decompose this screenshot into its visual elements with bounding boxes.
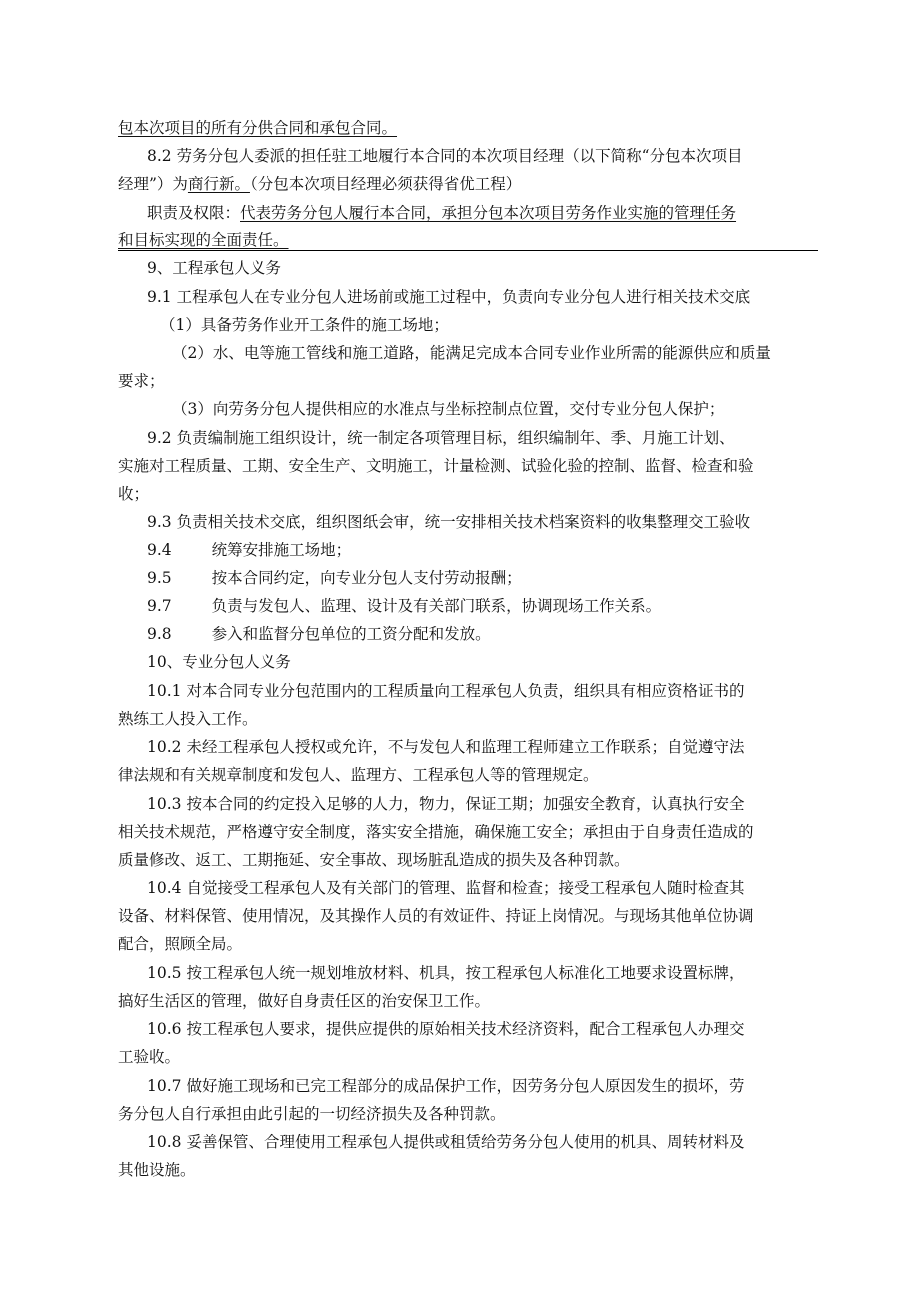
clause-9-4-text: 统筹安排施工场地； bbox=[211, 541, 352, 559]
clause-9-1-item1: （1）具备劳务作业开工条件的施工场地； bbox=[160, 316, 449, 334]
section8-line1: 包本次项目的所有分供合同和承包合同。 bbox=[118, 119, 398, 137]
clause-9-8-text: 参入和监督分包单位的工资分配和发放。 bbox=[211, 625, 491, 643]
clause-10-4-cont2: 配合，照顾全局。 bbox=[118, 935, 243, 953]
clause-9-7 bbox=[147, 596, 847, 616]
clause-10-8-cont: 其他设施。 bbox=[118, 1161, 196, 1179]
clause-10-2: 10.2 未经工程承包人授权或允许，不与发包人和监理工程师建立工作联系；自觉遵守法 bbox=[147, 738, 745, 756]
section10-title: 10、专业分包人义务 bbox=[147, 653, 291, 671]
section9-title: 9、工程承包人义务 bbox=[147, 259, 281, 277]
clause-10-3-cont1: 相关技术规范，严格遵守安全制度，落实安全措施，确保施工安全；承担由于自身责任造成的 bbox=[118, 823, 754, 841]
clause-10-7-cont: 务分包人自行承担由此引起的一切经济损失及各种罚款。 bbox=[118, 1105, 506, 1123]
clause-10-2-cont: 律法规和有关规章制度和发包人、监理方、工程承包人等的管理规定。 bbox=[118, 766, 599, 784]
clause-10-4: 10.4 自觉接受工程承包人及有关部门的管理、监督和检查；接受工程承包人随时检查其 bbox=[147, 879, 745, 897]
clause-9-5 bbox=[147, 568, 847, 588]
clause-9-2-cont1: 实施对工程质量、工期、安全生产、文明施工，计量检测、试验化验的控制、监督、检查和验 bbox=[118, 457, 754, 475]
clause-10-6-cont: 工验收。 bbox=[118, 1048, 181, 1066]
duties-label: 职责及权限： bbox=[147, 204, 241, 222]
duties-text: 代表劳务分包人履行本合同，承担分包本次项目劳务作业实施的管理任务 bbox=[240, 204, 737, 222]
clause-9-1-item2: （2）水、电等施工管线和施工道路，能满足完成本合同专业作业所需的能源供应和质量 bbox=[172, 344, 771, 362]
pm-note: （分包本次项目经理必须获得省优工程） bbox=[249, 175, 522, 193]
clause-10-6: 10.6 按工程承包人要求，提供应提供的原始相关技术经济资料，配合工程承包人办理交 bbox=[147, 1020, 745, 1038]
clause-9-7-number: 9.7 bbox=[147, 597, 172, 615]
clause-9-3: 9.3 负责相关技术交底，组织图纸会审，统一安排相关技术档案资料的收集整理交工验收 bbox=[147, 513, 751, 531]
clause-9-8 bbox=[147, 624, 847, 644]
pm-text: 经理”）为 bbox=[118, 175, 188, 193]
clause-10-5: 10.5 按工程承包人统一规划堆放材料、机具，按工程承包人标准化工地要求设置标牌， bbox=[147, 964, 745, 982]
clause-9-2-cont2: 收； bbox=[118, 485, 150, 503]
clause-9-1-item3: （3）向劳务分包人提供相应的水准点与坐标控制点位置，交付专业分包人保护； bbox=[172, 400, 725, 418]
clause-10-5-cont: 搞好生活区的管理，做好自身责任区的治安保卫工作。 bbox=[118, 992, 491, 1010]
clause-10-1-cont: 熟练工人投入工作。 bbox=[118, 710, 258, 728]
clause-9-8-number: 9.8 bbox=[147, 625, 172, 643]
clause-9-2: 9.2 负责编制施工组织设计，统一制定各项管理目标，组织编制年、季、月施工计划、 bbox=[147, 429, 735, 447]
clause-10-4-cont1: 设备、材料保管、使用情况，及其操作人员的有效证件、持证上岗情况。与现场其他单位协调 bbox=[118, 907, 754, 925]
clause-9-5-number: 9.5 bbox=[147, 569, 172, 587]
pm-name: 商行新。 bbox=[187, 175, 250, 193]
duties-line-cont: 和目标实现的全面责任。 bbox=[118, 231, 289, 249]
clause-9-4 bbox=[147, 540, 847, 560]
clause-9-5-text: 按本合同约定，向专业分包人支付劳动报酬； bbox=[211, 569, 522, 587]
clause-10-8: 10.8 妥善保管、合理使用工程承包人提供或租赁给劳务分包人使用的机具、周转材料及 bbox=[147, 1133, 745, 1151]
divider-line bbox=[118, 250, 818, 251]
clause-10-7: 10.7 做好施工现场和已完工程部分的成品保护工作，因劳务分包人原因发生的损坏，劳 bbox=[147, 1077, 745, 1095]
duties-line bbox=[147, 203, 847, 223]
clause-9-1: 9.1 工程承包人在专业分包人进场前或施工过程中，负责向专业分包人进行相关技术交底 bbox=[147, 288, 751, 306]
clause-9-4-number: 9.4 bbox=[147, 541, 172, 559]
clause-8-2-cont bbox=[118, 174, 818, 194]
clause-10-3-cont2: 质量修改、返工、工期拖延、安全事故、现场脏乱造成的损失及各种罚款。 bbox=[118, 851, 630, 869]
clause-10-1: 10.1 对本合同专业分包范围内的工程质量向工程承包人负责，组织具有相应资格证书的 bbox=[147, 682, 745, 700]
clause-10-3: 10.3 按本合同的约定投入足够的人力，物力，保证工期；加强安全教育，认真执行安全 bbox=[147, 795, 745, 813]
clause-9-1-item2-cont: 要求； bbox=[118, 372, 165, 390]
clause-9-7-text: 负责与发包人、监理、设计及有关部门联系，协调现场工作关系。 bbox=[211, 597, 662, 615]
clause-8-2: 8.2 劳务分包人委派的担任驻工地履行本合同的本次项目经理（以下简称“分包本次项目 bbox=[147, 147, 743, 165]
